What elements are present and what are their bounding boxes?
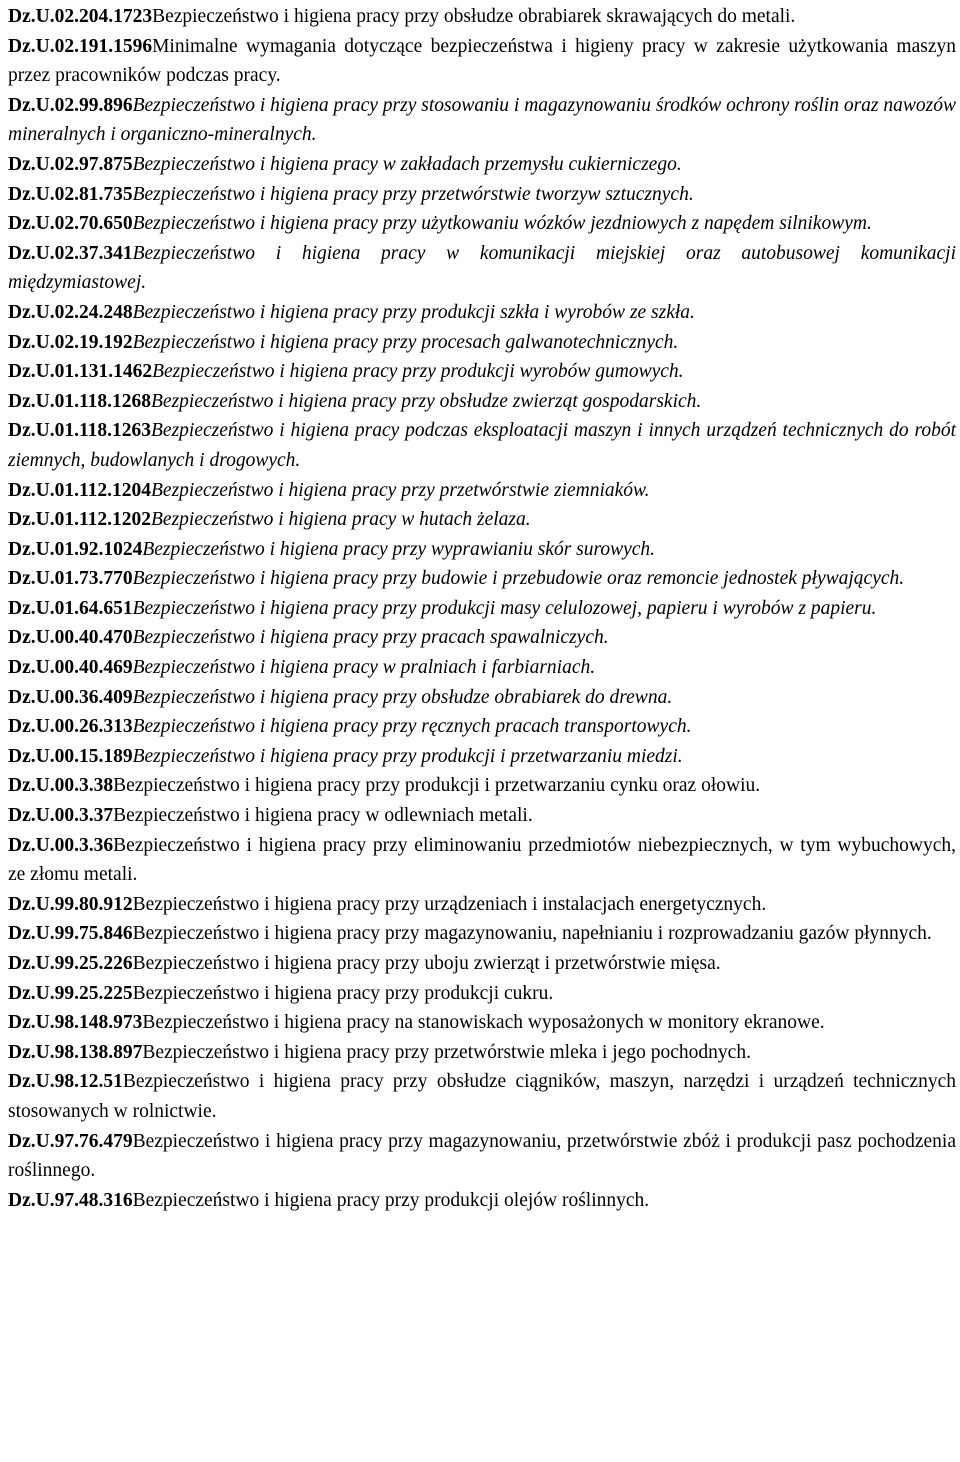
regulation-code: Dz.U.01.112.1204: [8, 479, 151, 501]
regulation-entry: [8, 476, 956, 506]
regulation-entry: [8, 32, 956, 91]
regulation-title: Bezpieczeństwo i higiena pracy w odlewniach metali.: [113, 805, 533, 827]
regulation-title: Bezpieczeństwo i higiena pracy podczas eksploatacji maszyn i innych urządzeń technicznych do robót ziemnych, budowlanych i drogowych.: [8, 420, 956, 471]
regulation-entry: [8, 979, 956, 1009]
regulation-title: Bezpieczeństwo i higiena pracy w pralniach i farbiarniach.: [132, 657, 596, 679]
regulation-title: Bezpieczeństwo i higiena pracy przy produkcji cukru.: [132, 982, 554, 1004]
regulation-code: Dz.U.00.40.469: [8, 657, 133, 679]
regulation-entry: [8, 91, 956, 150]
regulation-code: Dz.U.02.37.341: [8, 242, 133, 264]
regulation-code: Dz.U.02.81.735: [8, 183, 133, 205]
regulation-title: Bezpieczeństwo i higiena pracy przy ręcznych pracach transportowych.: [132, 716, 692, 738]
regulation-entry: [8, 239, 956, 298]
regulation-title: Bezpieczeństwo i higiena pracy przy urządzeniach i instalacjach energetycznych.: [132, 893, 767, 915]
regulation-code: Dz.U.02.97.875: [8, 153, 133, 175]
regulation-code: Dz.U.02.191.1596: [8, 35, 153, 57]
regulation-entry: [8, 505, 956, 535]
regulation-entry: [8, 683, 956, 713]
regulation-title: Bezpieczeństwo i higiena pracy przy magazynowaniu, napełnianiu i rozprowadzaniu gazów płynnych.: [132, 923, 932, 945]
regulation-entry: [8, 209, 956, 239]
regulation-entry: [8, 1127, 956, 1186]
regulation-title: Bezpieczeństwo i higiena pracy w hutach żelaza.: [151, 509, 531, 531]
regulation-entry: [8, 890, 956, 920]
regulation-code: Dz.U.01.92.1024: [8, 538, 143, 560]
regulation-entry: [8, 298, 956, 328]
regulation-title: Bezpieczeństwo i higiena pracy przy obsłudze obrabiarek skrawających do metali.: [152, 6, 796, 27]
regulation-title: Bezpieczeństwo i higiena pracy przy wyprawianiu skór surowych.: [142, 538, 656, 560]
regulation-code: Dz.U.02.24.248: [8, 301, 133, 323]
regulation-code: Dz.U.98.138.897: [8, 1041, 143, 1063]
regulation-code: Dz.U.01.112.1202: [8, 509, 151, 531]
regulation-code: Dz.U.02.99.896: [8, 94, 133, 116]
regulation-entry: [8, 1008, 956, 1038]
regulation-code: Dz.U.00.3.36: [8, 834, 114, 856]
regulation-entry: [8, 328, 956, 358]
regulation-entry: [8, 831, 956, 890]
regulation-code: Dz.U.00.15.189: [8, 745, 133, 767]
regulation-title: Bezpieczeństwo i higiena pracy przy produkcji i przetwarzaniu miedzi.: [132, 745, 683, 767]
regulation-entry: [8, 742, 956, 772]
regulation-code: Dz.U.97.48.316: [8, 1189, 133, 1211]
regulation-code: Dz.U.99.80.912: [8, 893, 133, 915]
regulation-code: Dz.U.02.19.192: [8, 331, 133, 353]
regulation-entry: [8, 919, 956, 949]
regulation-title: Minimalne wymagania dotyczące bezpieczeństwa i higieny pracy w zakresie użytkowania maszyn przez pracowników podczas pracy.: [8, 35, 956, 87]
regulation-code: Dz.U.00.40.470: [8, 627, 133, 649]
regulation-code: Dz.U.99.75.846: [8, 923, 133, 945]
regulation-entry: [8, 1038, 956, 1068]
regulation-code: Dz.U.98.148.973: [8, 1012, 143, 1034]
regulation-title: Bezpieczeństwo i higiena pracy przy obsłudze zwierząt gospodarskich.: [151, 390, 702, 412]
regulation-code: Dz.U.01.118.1268: [8, 390, 151, 412]
regulation-entry: [8, 801, 956, 831]
regulation-title: Bezpieczeństwo i higiena pracy przy użytkowaniu wózków jezdniowych z napędem silnikowym.: [132, 213, 872, 235]
regulation-title: Bezpieczeństwo i higiena pracy przy budowie i przebudowie oraz remoncie jednostek pływających.: [132, 568, 905, 590]
regulation-title: Bezpieczeństwo i higiena pracy przy produkcji szkła i wyrobów ze szkła.: [132, 301, 695, 323]
regulation-entry: [8, 357, 956, 387]
regulation-code: Dz.U.01.131.1462: [8, 361, 153, 383]
regulation-code: Dz.U.01.73.770: [8, 568, 133, 590]
regulation-title: Bezpieczeństwo i higiena pracy przy przetwórstwie tworzyw sztucznych.: [132, 183, 694, 205]
regulation-title: Bezpieczeństwo i higiena pracy przy stosowaniu i magazynowaniu środków ochrony roślin oraz nawozów mineralnych i organiczno-mineralnych.: [8, 94, 956, 146]
regulation-entry: [8, 535, 956, 565]
regulation-title: Bezpieczeństwo i higiena pracy na stanowiskach wyposażonych w monitory ekranowe.: [142, 1012, 825, 1034]
regulation-title: Bezpieczeństwo i higiena pracy przy obsłudze obrabiarek do drewna.: [132, 686, 673, 708]
regulation-title: Bezpieczeństwo i higiena pracy przy obsłudze ciągników, maszyn, narzędzi i urządzeń technicznych stosowanych w rolnictwie.: [8, 1071, 956, 1122]
regulation-entry: [8, 949, 956, 979]
regulation-code: Dz.U.98.12.51: [8, 1071, 123, 1093]
regulation-title: Bezpieczeństwo i higiena pracy przy uboju zwierząt i przetwórstwie mięsa.: [132, 953, 721, 974]
regulation-code: Dz.U.00.3.38: [8, 775, 114, 797]
regulation-code: Dz.U.97.76.479: [8, 1130, 133, 1152]
regulation-title: Bezpieczeństwo i higiena pracy przy produkcji wyrobów gumowych.: [152, 361, 684, 383]
regulation-title: Bezpieczeństwo i higiena pracy przy magazynowaniu, przetwórstwie zbóż i produkcji pasz pochodzenia roślinnego.: [8, 1130, 956, 1182]
regulation-entry: [8, 564, 956, 594]
regulation-entry: [8, 653, 956, 683]
regulation-title: Bezpieczeństwo i higiena pracy przy przetwórstwie ziemniaków.: [151, 479, 650, 501]
regulation-entry: [8, 416, 956, 475]
regulation-entry: [8, 150, 956, 180]
regulation-entry: [8, 771, 956, 801]
regulation-code: Dz.U.00.36.409: [8, 686, 133, 708]
regulation-entry: [8, 2, 956, 32]
regulation-title: Bezpieczeństwo i higiena pracy przy eliminowaniu przedmiotów niebezpiecznych, w tym wybuchowych, ze złomu metali.: [8, 834, 956, 886]
regulation-title: Bezpieczeństwo i higiena pracy przy procesach galwanotechnicznych.: [132, 331, 679, 353]
regulation-entry: [8, 1186, 956, 1216]
regulation-code: Dz.U.00.26.313: [8, 716, 133, 738]
regulation-code: Dz.U.02.70.650: [8, 213, 133, 235]
regulation-code: Dz.U.99.25.225: [8, 982, 133, 1004]
regulation-entry: [8, 387, 956, 417]
regulation-title: Bezpieczeństwo i higiena pracy przy produkcji masy celulozowej, papieru i wyrobów z papieru.: [132, 597, 877, 619]
regulation-code: Dz.U.99.25.226: [8, 953, 133, 974]
regulation-entry: [8, 1067, 956, 1126]
regulation-title: Bezpieczeństwo i higiena pracy przy produkcji i przetwarzaniu cynku oraz ołowiu.: [113, 775, 761, 797]
regulation-title: Bezpieczeństwo i higiena pracy przy produkcji olejów roślinnych.: [132, 1189, 650, 1211]
regulation-list: [8, 2, 956, 1215]
regulation-title: Bezpieczeństwo i higiena pracy w komunikacji miejskiej oraz autobusowej komunikacji międzymiastowej.: [8, 242, 956, 294]
regulation-code: Dz.U.02.204.1723: [8, 6, 153, 27]
regulation-code: Dz.U.01.118.1263: [8, 420, 151, 442]
regulation-title: Bezpieczeństwo i higiena pracy przy przetwórstwie mleka i jego pochodnych.: [142, 1041, 751, 1063]
regulation-code: Dz.U.00.3.37: [8, 805, 114, 827]
regulation-entry: [8, 712, 956, 742]
regulation-title: Bezpieczeństwo i higiena pracy w zakładach przemysłu cukierniczego.: [132, 153, 682, 175]
regulation-entry: [8, 623, 956, 653]
regulation-code: Dz.U.01.64.651: [8, 597, 133, 619]
regulation-title: Bezpieczeństwo i higiena pracy przy pracach spawalniczych.: [132, 627, 609, 649]
regulation-entry: [8, 594, 956, 624]
regulation-entry: [8, 180, 956, 210]
